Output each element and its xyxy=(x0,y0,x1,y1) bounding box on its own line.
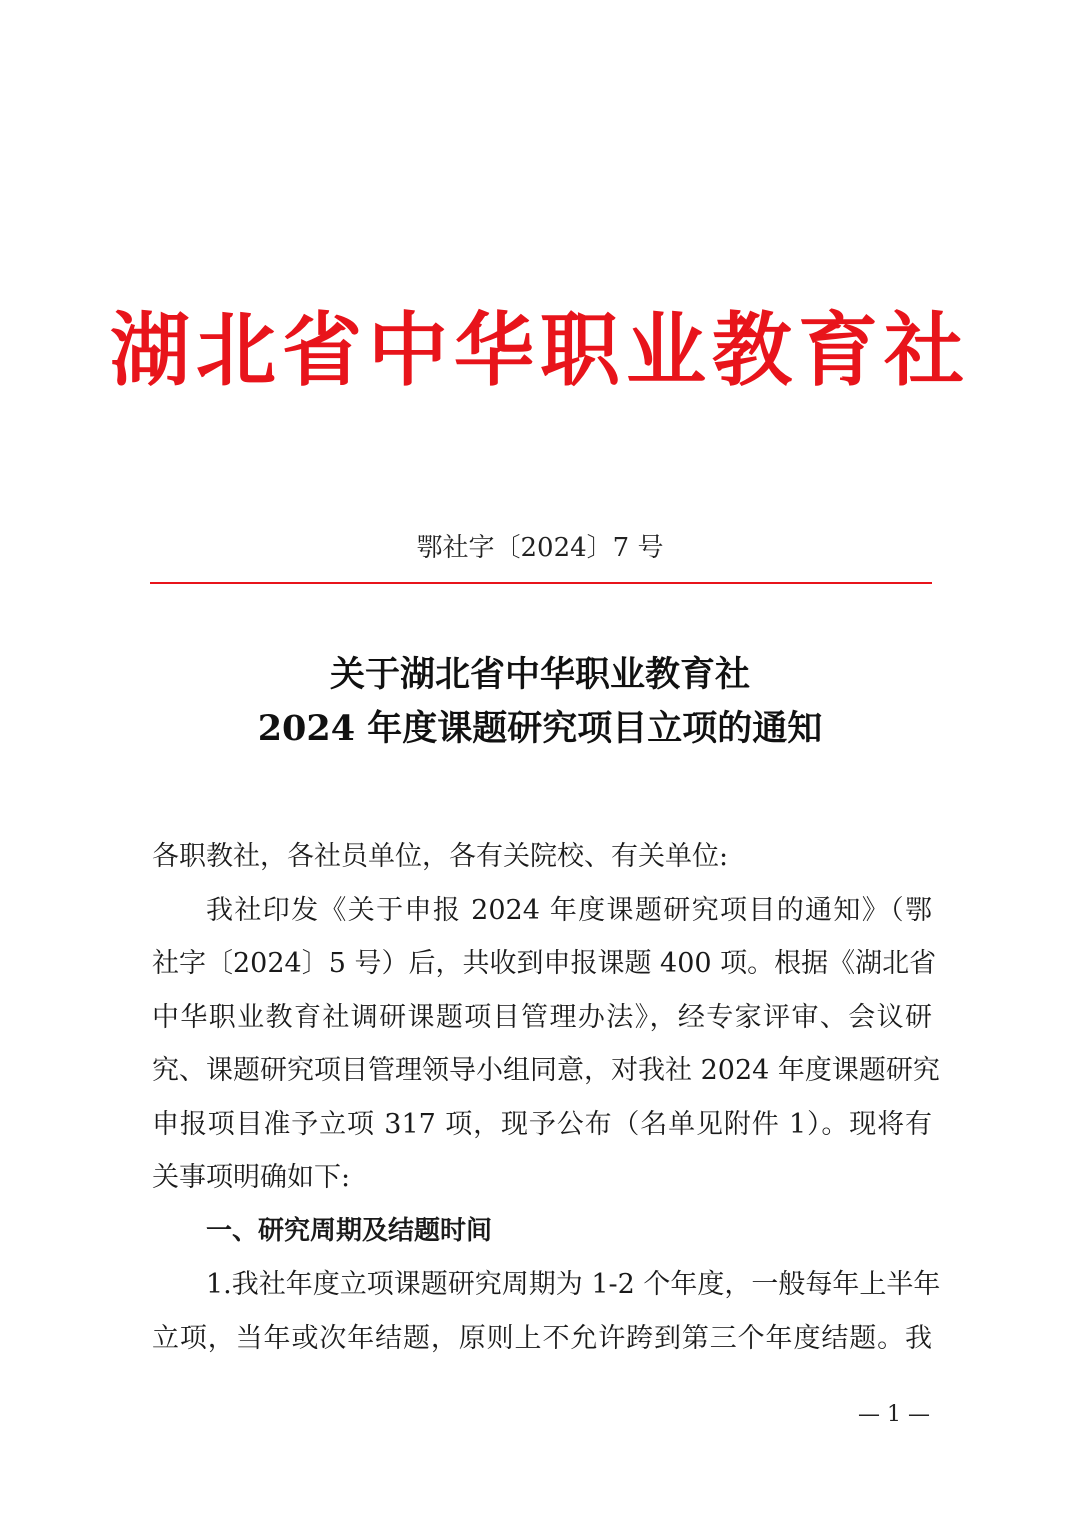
title-line-2: 2024 年度课题研究项目立项的通知 xyxy=(257,708,823,749)
paragraph-1-line-5: 申报项目准予立项 317 项，现予公布（名单见附件 1）。现将有 xyxy=(152,1108,932,1140)
paragraph-1-line-2: 社字〔2024〕5 号）后，共收到申报课题 400 项。根据《湖北省 xyxy=(152,948,937,979)
paragraph-1-line-3: 中华职业教育社调研课题项目管理办法》，经专家评审、会议研 xyxy=(152,1001,932,1033)
section-1-heading: 一、研究周期及结题时间 xyxy=(206,1215,493,1246)
page-number: — 1 — xyxy=(858,1402,930,1427)
masthead-title: 湖北省中华职业教育社 xyxy=(110,303,970,397)
paragraph-1-line-4: 究、课题研究项目管理领导小组同意，对我社 2024 年度课题研究 xyxy=(152,1055,940,1086)
paragraph-1-line-6: 关事项明确如下: xyxy=(152,1162,351,1193)
document-number: 鄂社字〔2024〕7 号 xyxy=(416,533,664,563)
paragraph-2-line-1: 1.我社年度立项课题研究周期为 1-2 个年度，一般每年上半年 xyxy=(206,1269,941,1300)
paragraph-1-line-1: 我社印发《关于申报 2024 年度课题研究项目的通知》（鄂 xyxy=(206,894,932,926)
red-divider-line xyxy=(150,582,932,584)
salutation: 各职教社，各社员单位，各有关院校、有关单位: xyxy=(152,841,729,872)
document-title xyxy=(0,648,1080,756)
document-body xyxy=(152,830,941,1365)
paragraph-2-line-2: 立项，当年或次年结题，原则上不允许跨到第三个年度结题。我 xyxy=(152,1322,932,1354)
title-line-1: 关于湖北省中华职业教育社 xyxy=(329,654,750,695)
